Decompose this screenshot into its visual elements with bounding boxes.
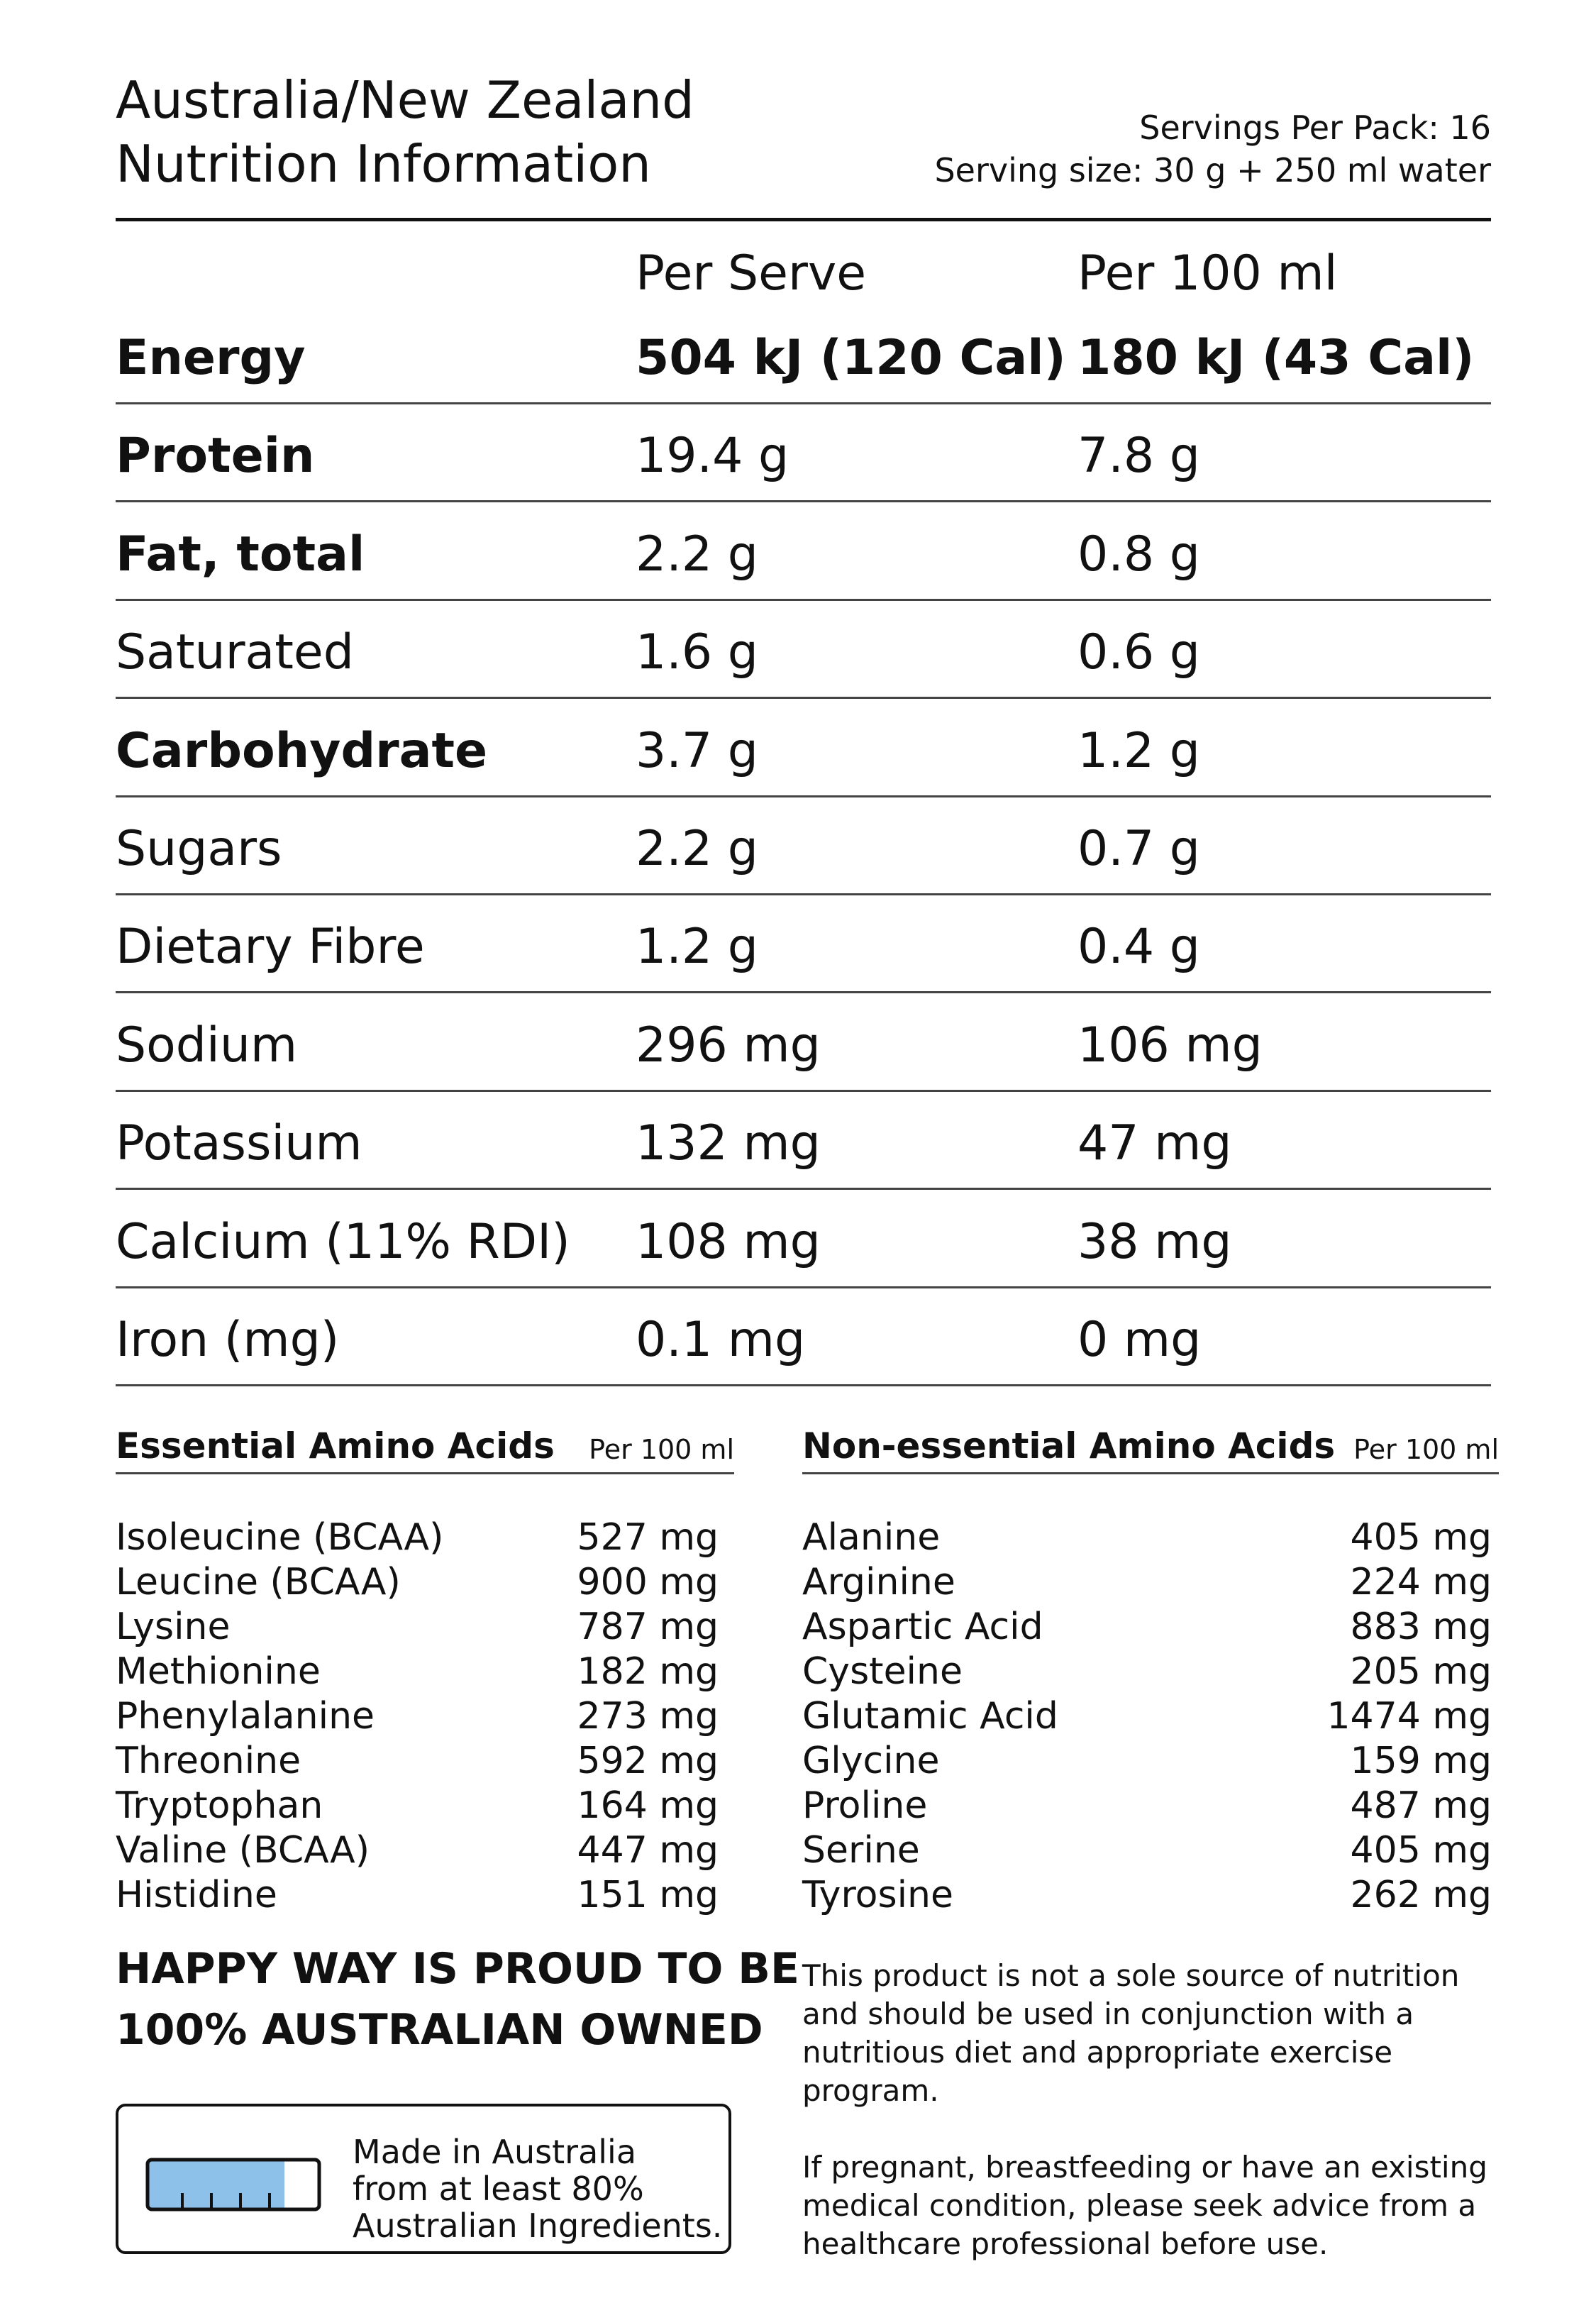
list-item <box>116 1784 734 1828</box>
serving-size: Serving size: 30 g + 250 ml water <box>934 151 1491 189</box>
per-100ml-value: 106 mg <box>1077 1017 1263 1073</box>
amino-value: 182 mg <box>577 1650 719 1693</box>
list-item <box>802 1739 1499 1784</box>
amino-name: Threonine <box>116 1740 301 1782</box>
list-item <box>116 1515 734 1560</box>
list-item <box>802 1650 1499 1694</box>
amino-name: Cysteine <box>802 1650 963 1693</box>
amino-value: 527 mg <box>577 1516 719 1559</box>
per-serve-value: 132 mg <box>636 1115 821 1172</box>
amino-name: Histidine <box>116 1874 277 1916</box>
list-item <box>116 1560 734 1605</box>
per-100ml-value: 0 mg <box>1077 1311 1202 1368</box>
per-serve-value: 3.7 g <box>636 722 758 779</box>
table-row <box>116 502 1491 600</box>
list-item <box>116 1828 734 1873</box>
title-line-2: Nutrition Information <box>116 134 651 194</box>
amino-value: 159 mg <box>1350 1740 1492 1782</box>
table-row <box>116 1288 1491 1386</box>
list-item <box>802 1784 1499 1828</box>
table-row <box>116 1092 1491 1190</box>
essential-amino-unit: Per 100 ml <box>589 1434 734 1465</box>
amino-name: Isoleucine (BCAA) <box>116 1516 444 1559</box>
per-100ml-value: 0.7 g <box>1077 820 1200 877</box>
amino-value: 151 mg <box>577 1874 719 1916</box>
nutrient-label: Carbohydrate <box>116 722 488 779</box>
amino-name: Tyrosine <box>802 1874 953 1916</box>
proud-line-2: 100% AUSTRALIAN OWNED <box>116 2005 763 2055</box>
table-row <box>116 993 1491 1091</box>
amino-value: 592 mg <box>577 1740 719 1782</box>
made-in-australia-box <box>116 2104 731 2254</box>
nutrition-table <box>116 228 1491 1386</box>
per-serve-value: 1.2 g <box>636 919 758 976</box>
amino-value: 224 mg <box>1350 1561 1492 1603</box>
list-item <box>116 1605 734 1650</box>
column-header-per-100ml: Per 100 ml <box>1077 245 1338 302</box>
nutrient-label: Saturated <box>116 624 354 681</box>
essential-amino-title: Essential Amino Acids <box>116 1425 555 1467</box>
per-100ml-value: 0.4 g <box>1077 919 1200 976</box>
nutrient-label: Protein <box>116 428 315 485</box>
energy-per-serve: 504 kJ (120 Cal) <box>636 330 1066 386</box>
table-row-energy <box>116 228 1491 404</box>
australian-owned-statement <box>116 1938 799 2060</box>
list-item <box>116 1873 734 1918</box>
list-item <box>802 1694 1499 1739</box>
amino-value: 787 mg <box>577 1606 719 1648</box>
panel-title <box>116 68 694 196</box>
header-divider <box>116 218 1491 221</box>
per-100ml-value: 1.2 g <box>1077 722 1200 779</box>
energy-label: Energy <box>116 330 306 386</box>
nutrient-label: Sodium <box>116 1017 298 1073</box>
table-row <box>116 1190 1491 1288</box>
per-100ml-value: 7.8 g <box>1077 428 1200 485</box>
nutrient-label: Iron (mg) <box>116 1311 340 1368</box>
made-in-australia-text <box>353 2133 722 2244</box>
amino-name: Arginine <box>802 1561 955 1603</box>
per-serve-value: 0.1 mg <box>636 1311 806 1368</box>
list-item <box>802 1828 1499 1873</box>
amino-name: Tryptophan <box>116 1784 323 1827</box>
list-item <box>116 1739 734 1784</box>
nonessential-amino-list <box>802 1515 1499 1918</box>
amino-name: Aspartic Acid <box>802 1606 1043 1648</box>
per-serve-value: 1.6 g <box>636 624 758 681</box>
per-100ml-value: 0.6 g <box>1077 624 1200 681</box>
list-item <box>116 1650 734 1694</box>
amino-value: 262 mg <box>1350 1874 1492 1916</box>
amino-value: 900 mg <box>577 1561 719 1603</box>
amino-name: Methionine <box>116 1650 321 1693</box>
nonessential-amino-header <box>802 1421 1499 1474</box>
list-item <box>802 1515 1499 1560</box>
nutrient-label: Sugars <box>116 820 282 877</box>
table-row <box>116 895 1491 993</box>
table-row <box>116 699 1491 797</box>
nonessential-amino-acids <box>802 1421 1499 1918</box>
amino-value: 205 mg <box>1350 1650 1492 1693</box>
battery-fill <box>148 2160 284 2209</box>
amino-name: Glycine <box>802 1740 940 1782</box>
servings-per-pack: Servings Per Pack: 16 <box>1139 109 1491 147</box>
per-serve-value: 108 mg <box>636 1213 821 1270</box>
energy-per-100ml: 180 kJ (43 Cal) <box>1077 330 1475 386</box>
list-item <box>802 1560 1499 1605</box>
amino-value: 447 mg <box>577 1829 719 1872</box>
per-100ml-value: 0.8 g <box>1077 526 1200 582</box>
per-serve-value: 2.2 g <box>636 526 758 582</box>
disclaimer <box>802 1957 1504 2302</box>
amino-value: 487 mg <box>1350 1784 1492 1827</box>
column-header-per-serve: Per Serve <box>636 245 867 302</box>
nonessential-amino-title: Non-essential Amino Acids <box>802 1425 1336 1467</box>
made-line-1: Made in Australia <box>353 2133 637 2171</box>
amino-value: 405 mg <box>1350 1516 1492 1559</box>
serving-info <box>934 106 1491 192</box>
amino-value: 1474 mg <box>1326 1695 1492 1738</box>
nutrient-label: Dietary Fibre <box>116 919 425 976</box>
per-serve-value: 2.2 g <box>636 820 758 877</box>
amino-name: Phenylalanine <box>116 1695 375 1738</box>
amino-name: Alanine <box>802 1516 941 1559</box>
essential-amino-acids <box>116 1421 734 1918</box>
amino-value: 883 mg <box>1350 1606 1492 1648</box>
amino-name: Leucine (BCAA) <box>116 1561 401 1603</box>
disclaimer-paragraph-1: This product is not a sole source of nutrition and should be used in conjunction with a nutritious diet and appropriate exercise program. <box>802 1958 1460 2108</box>
title-line-1: Australia/New Zealand <box>116 70 694 130</box>
amino-value: 405 mg <box>1350 1829 1492 1872</box>
table-row <box>116 404 1491 502</box>
nutrient-label: Fat, total <box>116 526 365 582</box>
amino-name: Glutamic Acid <box>802 1695 1058 1738</box>
made-line-3: Australian Ingredients. <box>353 2207 723 2245</box>
per-serve-value: 296 mg <box>636 1017 821 1073</box>
amino-name: Proline <box>802 1784 928 1827</box>
nutrient-label: Potassium <box>116 1115 362 1172</box>
amino-value: 273 mg <box>577 1695 719 1738</box>
amino-name: Serine <box>802 1829 920 1872</box>
nonessential-amino-unit: Per 100 ml <box>1353 1434 1499 1465</box>
per-100ml-value: 47 mg <box>1077 1115 1232 1172</box>
per-100ml-value: 38 mg <box>1077 1213 1232 1270</box>
proud-line-1: HAPPY WAY IS PROUD TO BE <box>116 1944 800 1994</box>
essential-amino-header <box>116 1421 734 1474</box>
table-row <box>116 797 1491 895</box>
per-serve-value: 19.4 g <box>636 428 789 485</box>
list-item <box>116 1694 734 1739</box>
essential-amino-list <box>116 1515 734 1918</box>
nutrient-label: Calcium (11% RDI) <box>116 1213 570 1270</box>
list-item <box>802 1605 1499 1650</box>
amino-value: 164 mg <box>577 1784 719 1827</box>
table-row <box>116 601 1491 699</box>
battery-gauge-icon <box>145 2158 321 2212</box>
disclaimer-paragraph-2: If pregnant, breastfeeding or have an existing medical condition, please seek advice from a healthcare professional before use. <box>802 2150 1487 2261</box>
made-line-2: from at least 80% <box>353 2170 644 2208</box>
list-item <box>802 1873 1499 1918</box>
amino-name: Lysine <box>116 1606 231 1648</box>
amino-name: Valine (BCAA) <box>116 1829 370 1872</box>
